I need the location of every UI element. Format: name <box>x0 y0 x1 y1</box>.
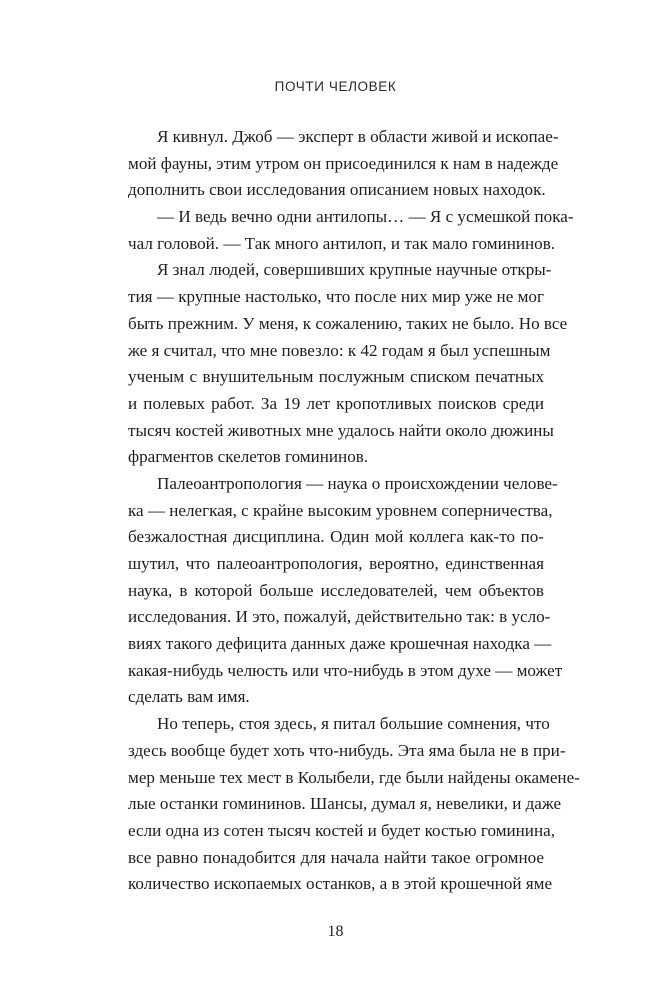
text-line: наука, в которой больше исследователей, чем объектов <box>128 580 544 600</box>
text-line: и полевых работ. За 19 лет кропотливых поисков среди <box>128 393 544 413</box>
text-line: виях такого дефицита данных даже крошечная находка — <box>128 634 552 654</box>
text-line: здесь вообще будет хоть что-нибудь. Эта яма была не в при- <box>128 740 566 760</box>
text-line: ученым с внушительным послужным списком печатных <box>128 367 544 387</box>
text-line: Я кивнул. Джоб — эксперт в области живой и ископае- <box>157 127 559 146</box>
text-line: все равно понадобится для начала найти такое огромное <box>128 847 544 867</box>
text-line: быть прежним. У меня, к сожалению, таких не было. Но все <box>128 313 568 333</box>
paragraph <box>128 471 563 711</box>
text-line: ка — нелегкая, с крайне высоким уровнем соперничества, <box>128 500 553 520</box>
text-line: шутил, что палеоантропология, вероятно, единственная <box>128 554 544 573</box>
text-line: какая-нибудь челюсть или что-нибудь в этом духе — может <box>128 660 563 680</box>
text-line: лые останки гомининов. Шансы, думал я, невелики, и даже <box>128 794 562 814</box>
paragraph <box>128 257 568 471</box>
running-head: ПОЧТИ ЧЕЛОВЕК <box>274 79 397 94</box>
text-line: дополнить свои исследования описанием новых находок. <box>128 180 546 200</box>
text-line: чал головой. — Так много антилоп, и так мало гомининов. <box>128 233 556 253</box>
body-text <box>128 124 580 898</box>
text-line: тысяч костей животных мне удалось найти около дюжины <box>128 420 554 440</box>
text-line: фрагментов скелетов гомининов. <box>128 447 369 467</box>
text-line: Но теперь, стоя здесь, я питал большие сомнения, что <box>157 714 550 734</box>
text-line: безжалостная дисциплина. Один мой коллега как-то по- <box>128 527 544 547</box>
text-line: сделать вам имя. <box>128 687 250 707</box>
text-line: если одна из сотен тысяч костей и будет костью гоминина, <box>128 820 555 840</box>
text-line: количество ископаемых останков, а в этой крошечной яме <box>128 874 553 894</box>
text-line: же я считал, что мне повезло: к 42 годам я был успешным <box>128 340 551 360</box>
paragraph <box>128 124 559 204</box>
text-line: Я знал людей, совершивших крупные научные откры- <box>157 260 552 280</box>
paragraph <box>128 711 580 898</box>
text-line: исследования. И это, пожалуй, действительно так: в усло- <box>128 607 551 627</box>
page-number: 18 <box>327 923 344 940</box>
text-line: Палеоантропология — наука о происхождении челове- <box>157 473 558 493</box>
text-line: тия — крупные настолько, что после них мир уже не мог <box>128 287 544 307</box>
text-line: — И ведь вечно одни антилопы… — Я с усмешкой пока- <box>157 207 574 227</box>
paragraph <box>128 204 574 257</box>
text-line: мой фауны, этим утром он присоединился к нам в надежде <box>128 153 559 173</box>
text-line: мер меньше тех мест в Колыбели, где были найдены окамене- <box>128 767 580 787</box>
